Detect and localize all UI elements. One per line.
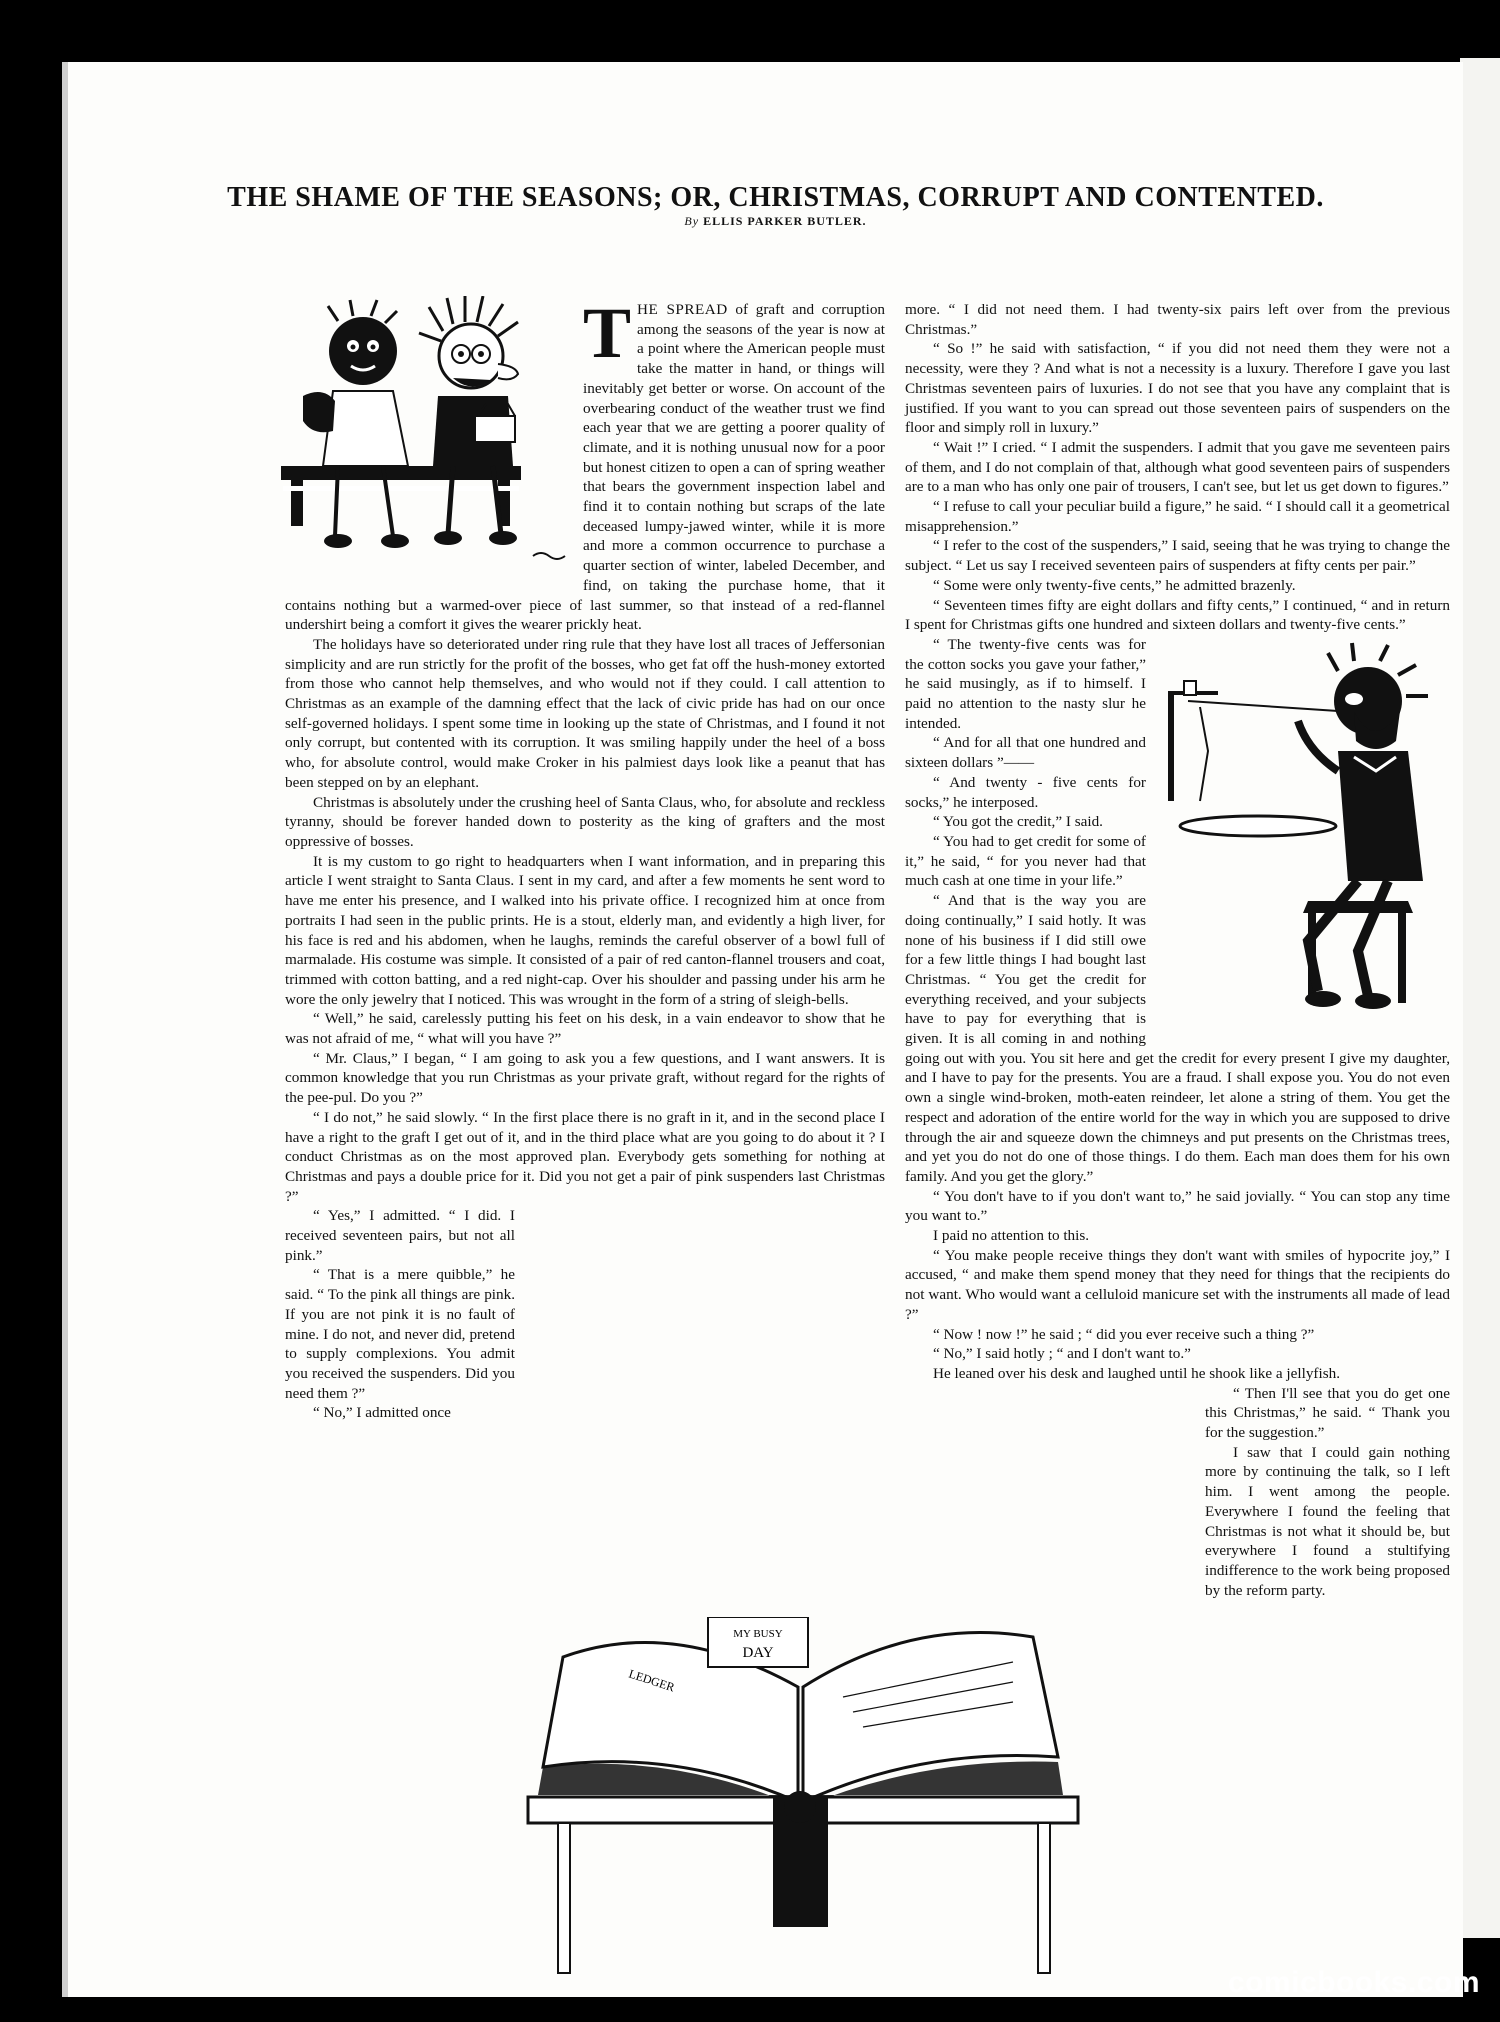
paragraph: “ Then I'll see that you do get one this Christmas,” he said. “ Thank you for the suggestion.” [1205, 1384, 1450, 1442]
paragraph: “ Well,” he said, carelessly putting his feet on his desk, in a vain endeavor to show that he was not afraid of me, “ what will you have ?” [285, 1010, 885, 1048]
paragraph-text: of graft and corruption among the seasons of the year is now at a point where the American people must take the matter in hand, or things will inevitably get better or worse. On account of the overbearing conduct of the weather trust we find each year that we are getting a poorer quality of climate, and it is nothing unusual now for a poor but honest citizen to open a can of spring weather that bears the government inspection label and find it to contain nothing but scraps of the late deceased lumpy-jawed winter, while it is more and more a common occurrence to purchase a quarter section of winter, labeled December, and find, on taking the purchase home, that it contains nothing but a warmed-over piece of last summer, so that instead of a red-flannel undershirt being a comfort it gives the wearer prickly heat. [285, 301, 886, 634]
paragraph: “ You had to get credit for some of it,” he said, “ for you never had that much cash at one time in your life.” [905, 832, 1146, 890]
paragraph: “ You don't have to if you don't want to,” he said jovially. “ You can stop any time you want to.” [905, 1187, 1450, 1225]
paragraph: “ You make people receive things they don't want with smiles of hypocrite joy,” I accused, “ and make them spend money that they need for things that the recipients do not want. Who would want a celluloid manicure set with the instruments all made of lead ?” [905, 1246, 1450, 1323]
paragraph: “ Yes,” I admitted. “ I did. I received seventeen pairs, but not all pink.” [285, 1207, 515, 1264]
paragraph: “ That is a mere quibble,” he said. “ To the pink all things are pink. If you are not pink it is no fault of mine. I do not, and never did, pretend to supply complexions. You admit you received the suspenders. Did you need them ?” [285, 1266, 515, 1402]
narrow-text-block [285, 1206, 515, 1423]
paragraph: more. “ I did not need them. I had twenty-six pairs left over from the previous Christmas.” [905, 301, 1450, 338]
paragraph: “ Seventeen times fifty are eight dollars and fifty cents,” I continued, “ and in return I spent for Christmas gifts one hundred and sixteen dollars and twenty-five cents.” [905, 596, 1450, 634]
paragraph: “ I refer to the cost of the suspenders,” I said, seeing that he was trying to change the subject. “ Let us say I received seventeen pairs of suspenders at fifty cents per pair.” [905, 537, 1450, 575]
illustration-kids-on-bench [243, 296, 573, 581]
paragraph: “ And twenty - five cents for socks,” he interposed. [905, 773, 1146, 811]
magazine-page [62, 62, 1463, 1997]
adjacent-page-edge [1460, 58, 1500, 1938]
paragraph: Christmas is absolutely under the crushing heel of Santa Claus, who, for absolute and reckless tyranny, should be forever handed down to posterity as the king of grafters and the most oppressive of bosses. [285, 793, 885, 850]
byline-prefix: By [684, 214, 700, 228]
paragraph: I paid no attention to this. [933, 1227, 1090, 1245]
paragraph: It is my custom to go right to headquarters when I want information, and in preparing this article I went straight to Santa Claus. I sent in my card, and after a few moments he sent word to have me enter his presence, and I walked into his private office. I recognized him at once from portraits I had seen in the public prints. He is a stout, elderly man, and evidently a high liver, for his face is red and his abdomen, when he laughs, reminds the careful observer of a bowl full of marmalade. His costume was simple. It consisted of a pair of red canton-flannel trousers and coat, trimmed with cotton batting, and a red night-cap. Over his shoulder and passing under his arm he wore the only jewelry that I noticed. This was wrought in the form of a string of sleigh-bells. [285, 852, 885, 1008]
paragraph: “ I refuse to call your peculiar build a figure,” he said. “ I should call it a geometrical misapprehension.” [905, 498, 1450, 535]
drop-cap-letter: T [583, 293, 632, 373]
paragraph: “ I do not,” he said slowly. “ In the first place there is no graft in it, and in the second place I have a right to the graft I get out of it, and in the third place what are you going to do about it ? I conduct Christmas as on the most approved plan. Everybody gets something for nothing at Christmas and pays a double price for it. Did you not get a pair of pink suspenders last Christmas ?” [285, 1108, 885, 1205]
paragraph: “ And that is the way you are doing continually,” I said hotly. It was none of his business if I did still owe for a few little things I had bought last Christmas. “ You get the credit for everything received, and your subjects have to pay for everything that is given. It is all coming in and nothing going out with you. You sit here and get the credit for every present I give my daughter, and I have to pay for the presents. You are a fraud. I shall expose you. You do not even own a single wind-broken, moth-eaten reindeer, let alone a string of them. You get the respect and adoration of the entire world for the way in which you are supposed to drive through the air and squeeze down the chimneys and put presents on the Christmas trees, and yet you do not do one of those things. I do them. Each man does them for his own family. And you get the glory.” [905, 892, 1450, 1185]
paragraph: “ So !” he said with satisfaction, “ if you did not need them they were not a necessity, were they ? And what is not a necessity is a luxury. Therefore I gave you last Christmas seventeen pairs of luxuries. I do not see that you have any complaint that is justified. If you want to you can spread out those seventeen pairs of suspenders on the floor and simply roll in luxury.” [905, 340, 1450, 437]
paragraph: “ Mr. Claus,” I began, “ I am going to ask you a few questions, and I want answers. It is common knowledge that you run Christmas as your private graft, without regard for the rights of the pee-pul. Do you ?” [285, 1049, 885, 1107]
paragraph: “ Some were only twenty-five cents,” he admitted brazenly. [933, 576, 1296, 594]
paragraph: He leaned over his desk and laughed until he shook like a jellyfish. [933, 1364, 1341, 1382]
byline [103, 214, 1448, 229]
ledger-label: LEDGER [627, 1666, 677, 1695]
author-name: ELLIS PARKER BUTLER. [703, 214, 867, 228]
paragraph: “ No,” I admitted once [313, 1404, 451, 1422]
paragraph: The holidays have so deteriorated under ring rule that they have lost all traces of Jeffersonian simplicity and are run strictly for the profit of the bosses, who get fat off the hush-money extorted from those who cannot help themselves, and who would not if they could. I call attention to Christmas as an example of the damning effect that the lack of civic pride has had on our once self-governed holidays. I spent some time in looking up the state of Christmas, and I found it not only corrupt, but contented with its corruption. It was smiling happily under the heel of a boss who, for absolute control, would make Croker in his palmiest days look like a peanut that has been stepped on by an elephant. [285, 635, 885, 791]
paragraph: “ Wait !” I cried. “ I admit the suspenders. I admit that you gave me seventeen pairs of them, and I do not complain of that, although what good seventeen pairs of suspenders are to a man who has only one pair of trousers, I can't see, but let us get down to figures.” [905, 438, 1450, 496]
sign-text-line2: DAY [742, 1645, 774, 1661]
sign-text-line1: MY BUSY [733, 1628, 783, 1640]
paragraph: “ No,” I said hotly ; “ and I don't want to.” [933, 1345, 1191, 1363]
article-title: THE SHAME OF THE SEASONS; OR, CHRISTMAS, CORRUPT AND CONTENTED. [227, 182, 1324, 213]
site-watermark: comicbooks.com [1227, 1966, 1480, 1999]
paragraph: “ Now ! now !” he said ; “ did you ever receive such a thing ?” [933, 1325, 1315, 1343]
lead-words: HE SPREAD [637, 301, 728, 318]
narrow-text-block [1205, 1384, 1450, 1601]
illustration-ledger-book [523, 1617, 1088, 1982]
paragraph: “ You got the credit,” I said. [933, 813, 1103, 831]
paragraph: “ And for all that one hundred and sixteen dollars ”—— [905, 734, 1146, 772]
paragraph: “ The twenty-five cents was for the cotton socks you gave your father,” he said musingly, as if to himself. I paid no attention to the nasty slur he intended. [905, 635, 1146, 732]
illustration-painter [1158, 641, 1450, 1041]
paragraph: I saw that I could gain nothing more by continuing the talk, so I left him. I went among the people. Everywhere I found the feeling that Christmas is not what it should be, but everywhere I found a stultifying indifference to the work being proposed by the reform party. [1205, 1443, 1450, 1599]
